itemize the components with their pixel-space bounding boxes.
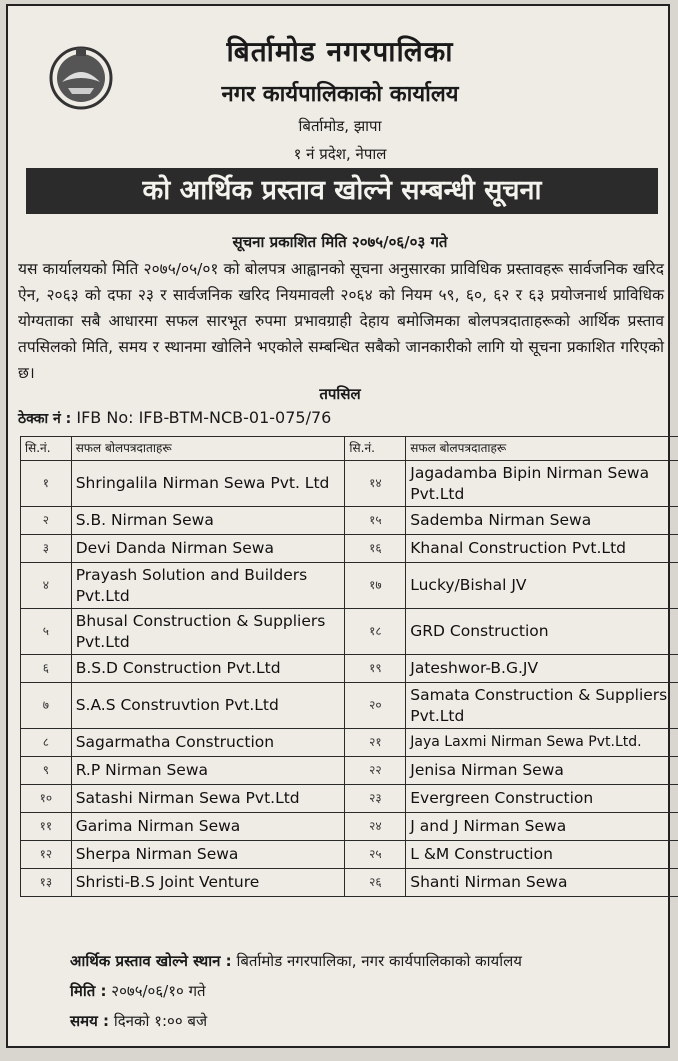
office-location: बिर्तामोड, झापा: [298, 117, 382, 135]
serial-number: १: [21, 461, 72, 507]
col-header-bidder-left: सफल बोलपत्रदाताहरू: [71, 437, 345, 461]
serial-number: २०: [345, 683, 406, 729]
table-row: [21, 507, 678, 535]
opening-date-value: २०७५/०६/१० गते: [111, 982, 206, 1000]
bidder-name: Lucky/Bishal JV: [406, 563, 678, 609]
bidder-name: B.S.D Construction Pvt.Ltd: [71, 655, 345, 683]
bidder-name: S.B. Nirman Sewa: [71, 507, 345, 535]
serial-number: २३: [345, 785, 406, 813]
table-row: [21, 869, 678, 897]
contract-value: IFB No: IFB-BTM-NCB-01-075/76: [76, 408, 332, 427]
bidder-name: Evergreen Construction: [406, 785, 678, 813]
serial-number: ६: [21, 655, 72, 683]
table-row: [21, 655, 678, 683]
serial-number: ११: [21, 813, 72, 841]
table-row: [21, 785, 678, 813]
bidder-name: S.A.S Construvtion Pvt.Ltd: [71, 683, 345, 729]
published-date: सूचना प्रकाशित मिति २०७५/०६/०३ गते: [232, 233, 448, 251]
table-row: [21, 461, 678, 507]
serial-number: २६: [345, 869, 406, 897]
bidder-name: Shristi-B.S Joint Venture: [71, 869, 345, 897]
bidder-name: Garima Nirman Sewa: [71, 813, 345, 841]
opening-date-label: मिति :: [70, 982, 107, 1000]
bidder-name: Bhusal Construction & Suppliers Pvt.Ltd: [71, 609, 345, 655]
serial-number: २: [21, 507, 72, 535]
bidder-name: Shringalila Nirman Sewa Pvt. Ltd: [71, 461, 345, 507]
office-name: नगर कार्यपालिकाको कार्यालय: [221, 82, 459, 107]
serial-number: ९: [21, 757, 72, 785]
bidder-name: Devi Danda Nirman Sewa: [71, 535, 345, 563]
bidder-name: Jagadamba Bipin Nirman Sewa Pvt.Ltd: [406, 461, 678, 507]
opening-time: [70, 1011, 207, 1031]
table-row: [21, 609, 678, 655]
serial-number: २१: [345, 729, 406, 757]
bidder-name: GRD Construction: [406, 609, 678, 655]
opening-date: [70, 981, 206, 1001]
notice-paper: [6, 4, 670, 1048]
serial-number: २४: [345, 813, 406, 841]
bidder-name: Khanal Construction Pvt.Ltd: [406, 535, 678, 563]
opening-place: [70, 951, 522, 971]
bidder-name: Satashi Nirman Sewa Pvt.Ltd: [71, 785, 345, 813]
table-row: [21, 813, 678, 841]
bidder-name: Jateshwor-B.G.JV: [406, 655, 678, 683]
bidder-name: Jenisa Nirman Sewa: [406, 757, 678, 785]
serial-number: २५: [345, 841, 406, 869]
bidders-table: [20, 436, 678, 897]
serial-number: १२: [21, 841, 72, 869]
table-row: [21, 683, 678, 729]
serial-number: १९: [345, 655, 406, 683]
serial-number: ७: [21, 683, 72, 729]
serial-number: १४: [345, 461, 406, 507]
contract-label: ठेक्का नं :: [18, 411, 72, 427]
serial-number: ४: [21, 563, 72, 609]
bidder-name: Jaya Laxmi Nirman Sewa Pvt.Ltd.: [406, 729, 678, 757]
serial-number: १३: [21, 869, 72, 897]
serial-number: ३: [21, 535, 72, 563]
contract-number: [18, 408, 331, 428]
bidder-name: Sherpa Nirman Sewa: [71, 841, 345, 869]
col-header-sn-left: सि.नं.: [21, 437, 72, 461]
bidder-name: Sagarmatha Construction: [71, 729, 345, 757]
opening-place-label: आर्थिक प्रस्ताव खोल्ने स्थान :: [70, 952, 232, 970]
opening-place-value: बिर्तामोड नगरपालिका, नगर कार्यपालिकाको कार्यालय: [236, 952, 522, 970]
serial-number: ८: [21, 729, 72, 757]
municipality-name: बिर्तामोड नगरपालिका: [226, 35, 454, 68]
bidder-name: Shanti Nirman Sewa: [406, 869, 678, 897]
table-row: [21, 535, 678, 563]
table-header-row: [21, 437, 678, 461]
notice-title: को आर्थिक प्रस्ताव खोल्ने सम्बन्धी सूचना: [26, 168, 658, 214]
col-header-bidder-right: सफल बोलपत्रदाताहरू: [406, 437, 678, 461]
bidder-name: Samata Construction & Suppliers Pvt.Ltd: [406, 683, 678, 729]
serial-number: १६: [345, 535, 406, 563]
bidder-name: Prayash Solution and Builders Pvt.Ltd: [71, 563, 345, 609]
notice-body: यस कार्यालयको मिति २०७५/०५/०१ को बोलपत्र आह्वानको सूचना अनुसारका प्राविधिक प्रस्तावहरू सार्वजनिक खरिद ऐन, २०६३ को दफा २३ र सार्वजनिक खरिद नियमावली २०६४ को नियम ५९, ६०, ६२ र ६३ प्रयोजनार्थ प्राविधिक योग्यताका सबै आधारमा सफल सारभूत रुपमा प्रभावग्राही देहाय बमोजिमका बोलपत्रदाताहरूको आर्थिक प्रस्ताव तपसिलको मिति, समय र स्थानमा खोलिने भएकोले सम्बन्धित सबैको जानकारीको लागि यो सूचना प्रकाशित गरिएको छ।: [18, 260, 664, 382]
schedule-label: तपसिल: [319, 385, 361, 403]
bidder-name: R.P Nirman Sewa: [71, 757, 345, 785]
bidder-name: L &M Construction: [406, 841, 678, 869]
table-row: [21, 729, 678, 757]
bidder-name: J and J Nirman Sewa: [406, 813, 678, 841]
opening-time-value: दिनको १:०० बजे: [113, 1012, 208, 1030]
opening-time-label: समय :: [70, 1012, 110, 1030]
bidder-name: Sademba Nirman Sewa: [406, 507, 678, 535]
serial-number: १५: [345, 507, 406, 535]
col-header-sn-right: सि.नं.: [345, 437, 406, 461]
province-label: १ नं प्रदेश, नेपाल: [293, 145, 387, 163]
serial-number: १०: [21, 785, 72, 813]
serial-number: ५: [21, 609, 72, 655]
serial-number: १८: [345, 609, 406, 655]
serial-number: १७: [345, 563, 406, 609]
table-row: [21, 563, 678, 609]
serial-number: २२: [345, 757, 406, 785]
table-row: [21, 757, 678, 785]
table-row: [21, 841, 678, 869]
